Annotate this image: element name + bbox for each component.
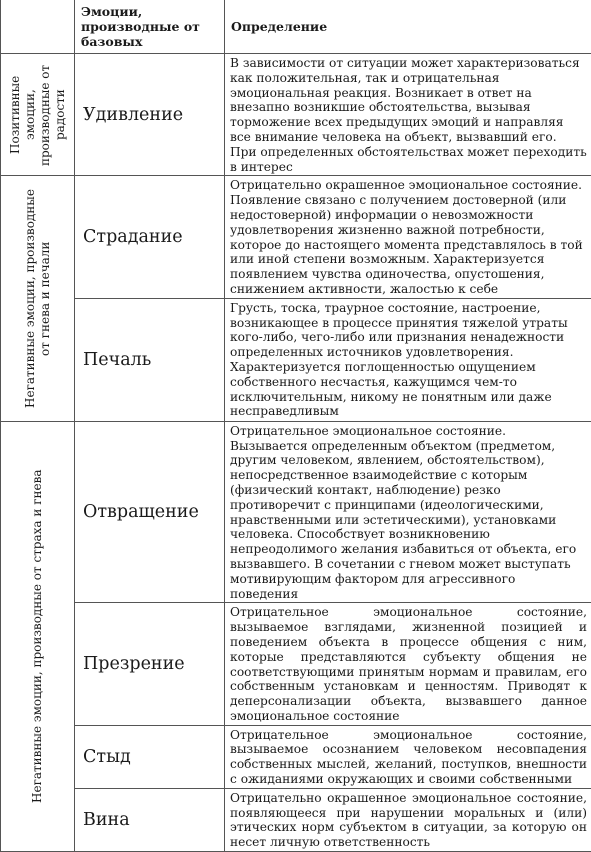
header-definition: Определение [225, 0, 591, 54]
emotion-name: Удивление [75, 54, 225, 176]
table-row [1, 298, 591, 421]
group-cell-negative-fear-anger [1, 421, 75, 851]
emotion-definition: Отрицательное эмоциональное состояние. Вызывается определенным объектом (предметом, другим человеком, явлением, обстоятельством), непосредственное взаимодействие с которым (физический контакт, наблюдение) резко противоречит с принципами (идеологическими, нравственными или эстетическими), установками человека. Способствует возникновению непреодолимого желания избавиться от объекта, его вызвавшего. В сочетании с гневом может выступать мотивирующим фактором для агрессивного поведения [225, 421, 591, 603]
header-row [1, 0, 591, 54]
table-row [1, 788, 591, 851]
group-cell-positive-joy [1, 54, 75, 176]
emotion-definition: Отрицательно окрашенное эмоциональное состояние, появляющееся при нарушении моральных и (или) этических норм субъектом в ситуации, за которую он несет личную ответственность [225, 788, 591, 851]
emotion-name: Отвращение [75, 421, 225, 603]
emotion-definition: Отрицательное эмоциональное состояние, вызываемое взглядами, жизненной позицией и поведением объекта в процессе общения с ним, которые представляются субъекту общения не соответствующими принятым нормам и правилам, его собственным установкам и ценностям. Приводят к деперсонализации объекта, вызвавшего данное эмоциональное состояние [225, 603, 591, 725]
emotion-name: Стыд [75, 725, 225, 788]
emotion-name: Вина [75, 788, 225, 851]
emotion-name: Печаль [75, 298, 225, 421]
emotion-definition: В зависимости от ситуации может характеризоваться как положительная, так и отрицательная эмоциональная реакция. Возникает в ответ на внезапно возникшие обстоятельства, вызывая торможение всех предыдущих эмоций и направляя все внимание человека на объект, вызвавший его. При определенных обстоятельствах может переходить в интерес [225, 54, 591, 176]
emotion-definition: Отрицательно окрашенное эмоциональное состояние. Появление связано с получением достоверной (или недостоверной) информации о невозможности удовлетворения жизненно важной потребности, которое до настоящего момента представлялось в той или иной степени возможным. Характеризуется появлением чувства одиночества, опустошения, снижением активности, жалостью к себе [225, 176, 591, 298]
group-label: Негативные эмоции, производные от гнева и печали [23, 181, 53, 417]
emotion-definition: Отрицательное эмоциональное состояние, вызываемое осознанием человеком несовпадения собственных мыслей, желаний, поступков, внешности с ожиданиями окружающих и своими собственными [225, 725, 591, 788]
group-label: Позитивные эмоции, производные от радости [8, 63, 68, 167]
group-label: Негативные эмоции, производные от страха и гнева [30, 438, 45, 834]
header-empty-cell [1, 0, 75, 54]
table-row [1, 176, 591, 298]
header-emotions: Эмоции, производные от базовых [75, 0, 225, 54]
table-row [1, 603, 591, 725]
emotion-name: Страдание [75, 176, 225, 298]
table-row [1, 421, 591, 603]
emotion-name: Презрение [75, 603, 225, 725]
table-row [1, 54, 591, 176]
emotion-definition: Грусть, тоска, траурное состояние, настроение, возникающее в процессе принятия тяжелой утраты кого-либо, чего-либо или признания ненадежности определенных источников удовлетворения. Характеризуется поглощенностью ощущением собственного несчастья, кажущимся чем-то исключительным, никому не понятным или даже несправедливым [225, 298, 591, 421]
group-cell-negative-anger-sadness [1, 176, 75, 421]
table-row [1, 725, 591, 788]
